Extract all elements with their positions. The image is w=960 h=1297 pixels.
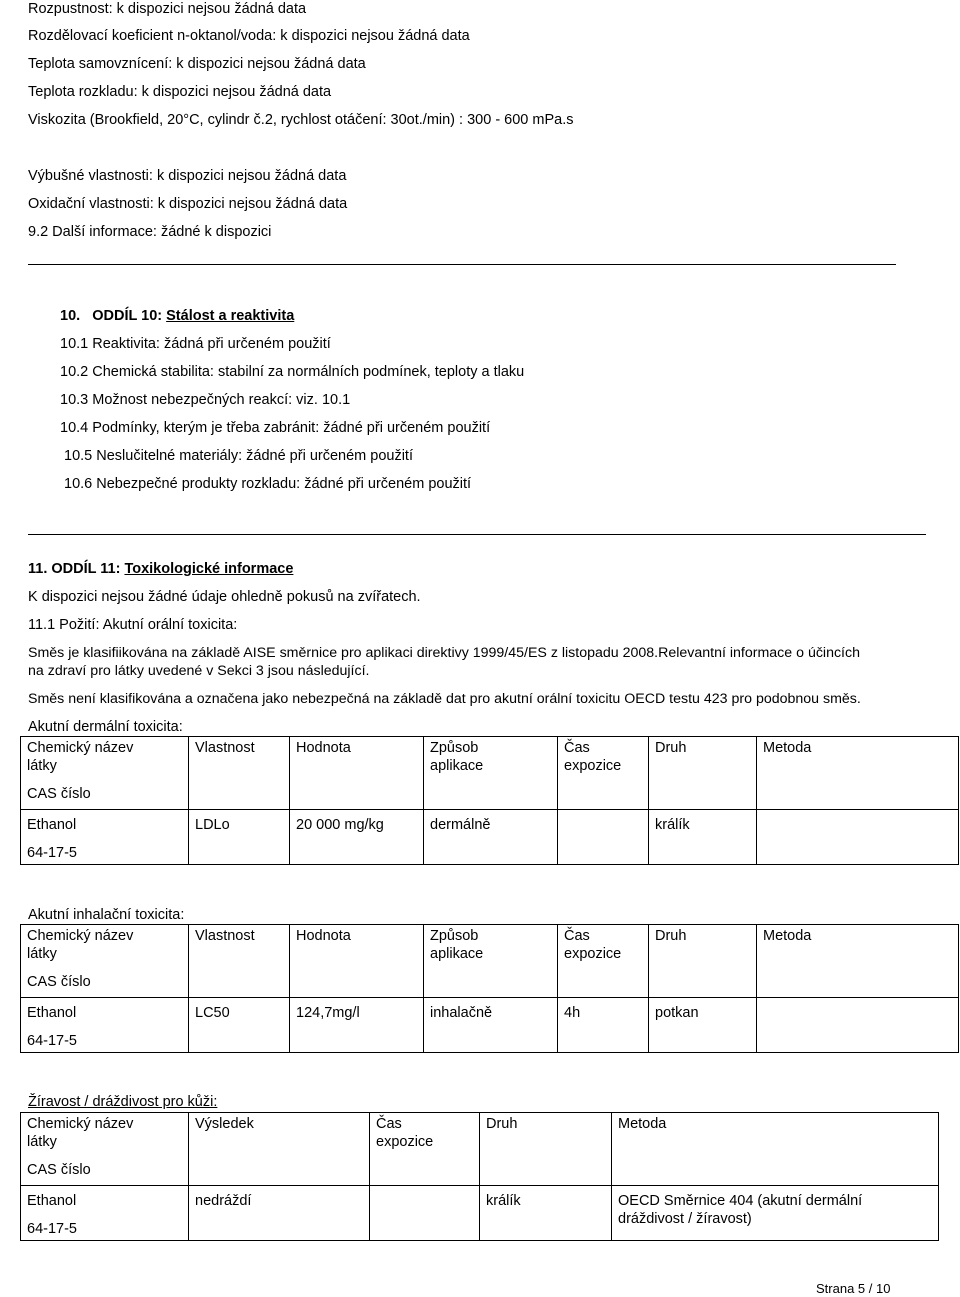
header-species	[480, 1113, 612, 1186]
section-10-heading	[60, 307, 294, 325]
cell-text	[564, 812, 642, 816]
section-divider	[28, 264, 896, 265]
header-text: látky	[27, 946, 57, 962]
header-text: CAS číslo	[27, 974, 91, 990]
cell-method	[612, 1186, 939, 1241]
header-species	[649, 925, 757, 998]
cell-text: 20 000 mg/kg	[296, 817, 384, 833]
section-11-subheading: 11.1 Požití: Akutní orální toxicita:	[28, 617, 238, 633]
table-header-row	[21, 737, 959, 810]
header-text: Výsledek	[195, 1116, 254, 1132]
cell-chemical	[21, 1186, 189, 1241]
prop-line: Rozdělovací koeficient n-oktanol/voda: k dispozici nejsou žádná data	[28, 28, 470, 44]
cell-species	[480, 1186, 612, 1241]
cell-text: Ethanol	[27, 817, 77, 833]
section-10-item: 10.2 Chemická stabilita: stabilní za normálních podmínek, teploty a tlaku	[60, 364, 525, 380]
header-species	[649, 737, 757, 810]
skin-irritation-label: Žíravost / dráždivost pro kůži:	[28, 1094, 218, 1110]
header-text: Metoda	[763, 928, 812, 944]
header-text: Metoda	[763, 740, 812, 756]
section-11-paragraph: Směs je klasifiikována na základě AISE směrnice pro aplikaci direktivy 1999/45/ES z listopadu 2008.Relevantní informace o účincích	[28, 645, 860, 661]
header-text: CAS číslo	[27, 1162, 91, 1178]
header-text: aplikace	[430, 946, 484, 962]
cell-text: 64-17-5	[27, 1033, 77, 1049]
cell-chemical	[21, 998, 189, 1053]
cell-text: králík	[486, 1193, 521, 1209]
cell-property	[189, 810, 290, 865]
prop-line: Výbušné vlastnosti: k dispozici nejsou žádná data	[28, 168, 347, 184]
cell-text: LC50	[195, 1005, 230, 1021]
section-10-item: 10.1 Reaktivita: žádná při určeném použití	[60, 336, 331, 352]
page-number: Strana 5 / 10	[816, 1281, 891, 1296]
section-11-title: Toxikologické informace	[124, 561, 294, 577]
cell-text	[376, 1188, 473, 1192]
header-text: Chemický název	[27, 928, 134, 944]
header-text: expozice	[564, 946, 622, 962]
header-text: Chemický název	[27, 1116, 134, 1132]
prop-line: Rozpustnost: k dispozici nejsou žádná data	[28, 1, 307, 17]
header-text: Chemický název	[27, 740, 134, 756]
section-11-paragraph: Směs není klasifikována a označena jako nebezpečná na základě dat pro akutní orální toxicitu OECD testu 423 pro podobnou směs.	[28, 691, 861, 707]
cell-text: Ethanol	[27, 1193, 77, 1209]
cell-text: 124,7mg/l	[296, 1005, 360, 1021]
cell-text: Ethanol	[27, 1005, 77, 1021]
cell-text: králík	[655, 817, 690, 833]
cell-exposure-time	[370, 1186, 480, 1241]
header-text: Způsob	[430, 740, 479, 756]
header-chemical-name	[21, 737, 189, 810]
header-text: expozice	[564, 758, 622, 774]
header-text: Vlastnost	[195, 740, 255, 756]
cell-text: inhalačně	[430, 1005, 493, 1021]
section-10-prefix: ODDÍL 10:	[92, 308, 167, 324]
header-exposure-time	[558, 925, 649, 998]
header-text: Druh	[655, 740, 687, 756]
header-text: Čas	[564, 740, 590, 756]
table-row	[21, 1186, 939, 1241]
header-text: Druh	[486, 1116, 518, 1132]
prop-line: Teplota rozkladu: k dispozici nejsou žádná data	[28, 84, 332, 100]
cell-text: dráždivost / žíravost)	[618, 1211, 752, 1227]
cell-exposure-time	[558, 810, 649, 865]
cell-value	[290, 810, 424, 865]
header-text: Hodnota	[296, 928, 351, 944]
section-11-paragraph: na zdraví pro látky uvedené v Sekci 3 jsou následující.	[28, 663, 370, 679]
cell-text: 64-17-5	[27, 845, 77, 861]
header-chemical-name	[21, 925, 189, 998]
header-text: CAS číslo	[27, 786, 91, 802]
cell-species	[649, 810, 757, 865]
cell-property	[189, 998, 290, 1053]
cell-text: 4h	[564, 1005, 581, 1021]
header-result	[189, 1113, 370, 1186]
skin-irritation-table	[20, 1112, 939, 1241]
section-10-item: 10.3 Možnost nebezpečných reakcí: viz. 10.1	[60, 392, 351, 408]
header-text: Čas	[564, 928, 590, 944]
header-method	[757, 737, 959, 810]
header-exposure-time	[370, 1113, 480, 1186]
header-property	[189, 925, 290, 998]
header-text: expozice	[376, 1134, 434, 1150]
table-header-row	[21, 1113, 939, 1186]
section-10-title: Stálost a reaktivita	[166, 308, 295, 324]
cell-species	[649, 998, 757, 1053]
cell-text: 64-17-5	[27, 1221, 77, 1237]
section-11-prefix: 11. ODDÍL 11:	[28, 561, 125, 577]
header-text: látky	[27, 1134, 57, 1150]
cell-value	[290, 998, 424, 1053]
header-property	[189, 737, 290, 810]
cell-method	[757, 998, 959, 1053]
cell-text: nedráždí	[195, 1193, 252, 1209]
table-row	[21, 998, 959, 1053]
table-row	[21, 810, 959, 865]
header-text: aplikace	[430, 758, 484, 774]
prop-line: 9.2 Další informace: žádné k dispozici	[28, 224, 272, 240]
cell-exposure-time	[558, 998, 649, 1053]
header-text: Způsob	[430, 928, 479, 944]
section-10-number: 10.	[60, 308, 81, 324]
header-method	[757, 925, 959, 998]
cell-text	[763, 1000, 952, 1004]
cell-text: potkan	[655, 1005, 699, 1021]
header-exposure-time	[558, 737, 649, 810]
header-route	[424, 737, 558, 810]
header-chemical-name	[21, 1113, 189, 1186]
section-11-line: K dispozici nejsou žádné údaje ohledně pokusů na zvířatech.	[28, 589, 421, 605]
cell-method	[757, 810, 959, 865]
section-10-item: 10.5 Neslučitelné materiály: žádné při určeném použití	[64, 448, 413, 464]
dermal-toxicity-label: Akutní dermální toxicita:	[28, 719, 183, 735]
prop-line: Teplota samovznícení: k dispozici nejsou žádná data	[28, 56, 366, 72]
prop-line: Oxidační vlastnosti: k dispozici nejsou žádná data	[28, 196, 348, 212]
cell-result	[189, 1186, 370, 1241]
cell-chemical	[21, 810, 189, 865]
header-route	[424, 925, 558, 998]
cell-route	[424, 810, 558, 865]
cell-text: OECD Směrnice 404 (akutní dermální	[618, 1193, 863, 1209]
header-text: Čas	[376, 1116, 402, 1132]
table-header-row	[21, 925, 959, 998]
section-10-item: 10.4 Podmínky, kterým je třeba zabránit: žádné při určeném použití	[60, 420, 491, 436]
cell-text	[763, 812, 952, 816]
header-method	[612, 1113, 939, 1186]
inhalation-toxicity-label: Akutní inhalační toxicita:	[28, 907, 185, 923]
header-text: Vlastnost	[195, 928, 255, 944]
cell-route	[424, 998, 558, 1053]
header-text: Metoda	[618, 1116, 667, 1132]
section-divider	[28, 534, 926, 535]
cell-text: dermálně	[430, 817, 491, 833]
header-text: Hodnota	[296, 740, 351, 756]
header-text: Druh	[655, 928, 687, 944]
header-value	[290, 737, 424, 810]
header-text: látky	[27, 758, 57, 774]
cell-text: LDLo	[195, 817, 230, 833]
section-10-item: 10.6 Nebezpečné produkty rozkladu: žádné při určeném použití	[64, 476, 472, 492]
inhalation-toxicity-table	[20, 924, 959, 1053]
section-11-heading	[28, 560, 293, 578]
header-value	[290, 925, 424, 998]
dermal-toxicity-table	[20, 736, 959, 865]
prop-line: Viskozita (Brookfield, 20°C, cylindr č.2, rychlost otáčení: 30ot./min) : 300 - 600 mPa.s	[28, 112, 574, 128]
